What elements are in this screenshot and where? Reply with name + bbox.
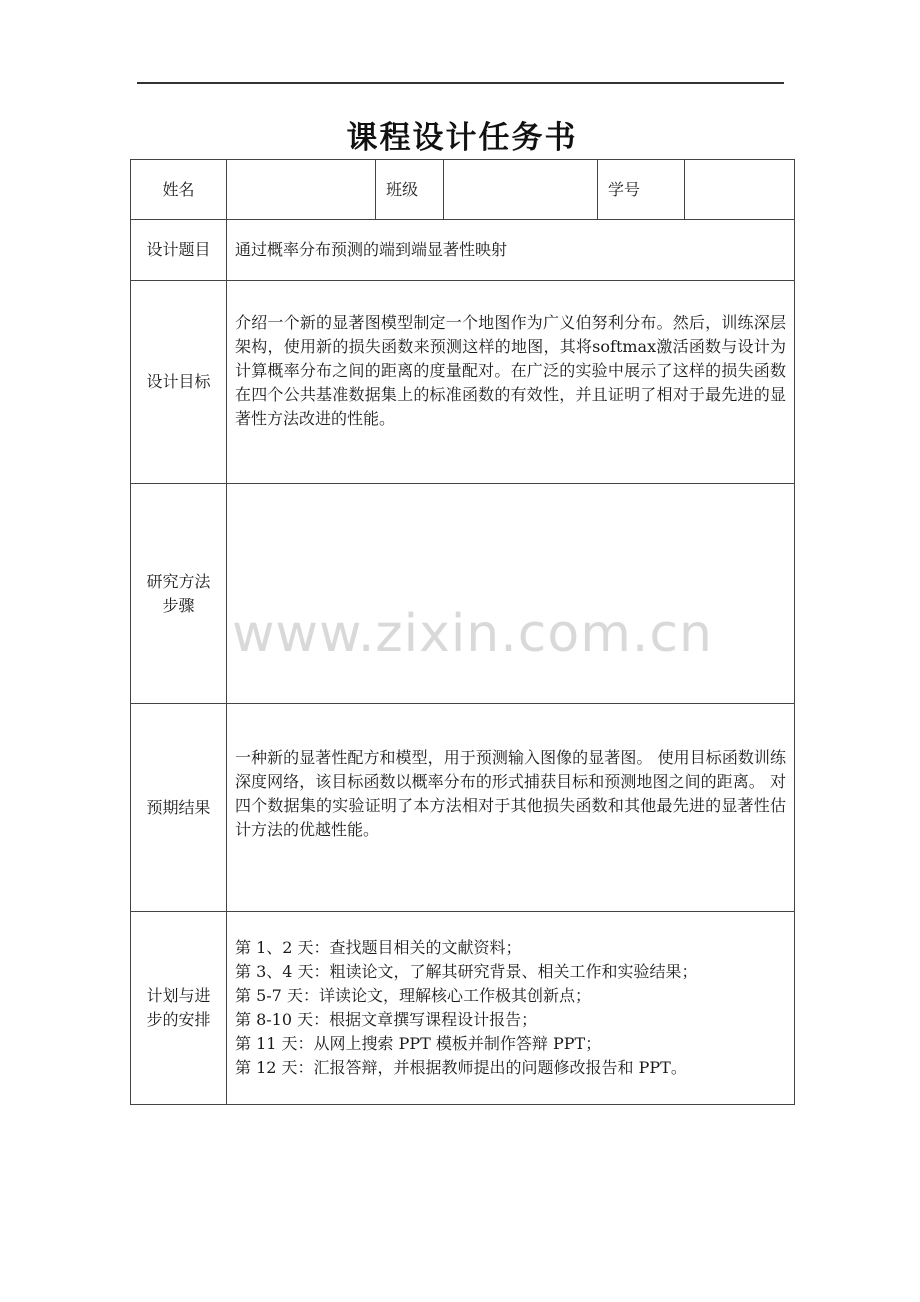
result-text: 一种新的显著性配方和模型，用于预测输入图像的显著图。 使用目标函数训练深度网络，该目标函数以概率分布的形式捕获目标和预测地图之间的距离。 对四个数据集的实验证明了本方法相对于其他损失函数和其他最先进的显著性估计方法的优越性能。 [235, 748, 786, 839]
method-label [131, 484, 227, 704]
goal-label: 设计目标 [131, 281, 227, 484]
result-row [131, 704, 795, 912]
method-label-line2: 步骤 [162, 595, 195, 615]
result-cell [227, 704, 795, 912]
student-id-label: 学号 [598, 160, 685, 220]
method-label-line1: 研究方法 [146, 571, 211, 591]
topic-row [131, 220, 795, 281]
topic-value: 通过概率分布预测的端到端显著性映射 [227, 220, 795, 281]
name-label: 姓名 [131, 160, 227, 220]
goal-cell [227, 281, 795, 484]
method-value [227, 484, 795, 704]
watermark-text: www.zixin.com.cn [232, 604, 713, 664]
plan-line-4: 第 8-10 天：根据文章撰写课程设计报告； [235, 1010, 538, 1029]
document-title: 课程设计任务书 [346, 120, 578, 156]
goal-row [131, 281, 795, 484]
plan-cell [227, 912, 795, 1105]
class-label: 班级 [376, 160, 444, 220]
plan-label-line1: 计划与进 [146, 986, 211, 1005]
class-value [444, 160, 598, 220]
method-row [131, 484, 795, 704]
plan-label-line2: 步的安排 [146, 1010, 211, 1029]
plan-line-1: 第 1、2 天：查找题目相关的文献资料； [235, 938, 522, 957]
plan-line-2: 第 3、4 天：粗读论文，了解其研究背景、相关工作和实验结果； [235, 962, 698, 981]
student-id-value [685, 160, 795, 220]
result-label: 预期结果 [131, 704, 227, 912]
header-rule [137, 82, 784, 84]
plan-line-3: 第 5-7 天：详读论文，理解核心工作极其创新点； [235, 986, 591, 1005]
name-value [227, 160, 376, 220]
plan-line-6: 第 12 天：汇报答辩，并根据教师提出的问题修改报告和 PPT。 [235, 1058, 687, 1077]
plan-label [131, 912, 227, 1105]
goal-text: 介绍一个新的显著图模型制定一个地图作为广义伯努利分布。然后，训练深层架构，使用新的损失函数来预测这样的地图，其将softmax激活函数与设计为计算概率分布之间的距离的度量配对。在广泛的实验中展示了这样的损失函数在四个公共基准数据集上的标准函数的有效性，并且证明了相对于最先进的显著性方法改进的性能。 [235, 313, 786, 428]
topic-label: 设计题目 [131, 220, 227, 281]
plan-row [131, 912, 795, 1105]
plan-line-5: 第 11 天：从网上搜索 PPT 模板并制作答辩 PPT； [235, 1034, 602, 1053]
task-table [130, 159, 795, 1105]
info-row [131, 160, 795, 220]
